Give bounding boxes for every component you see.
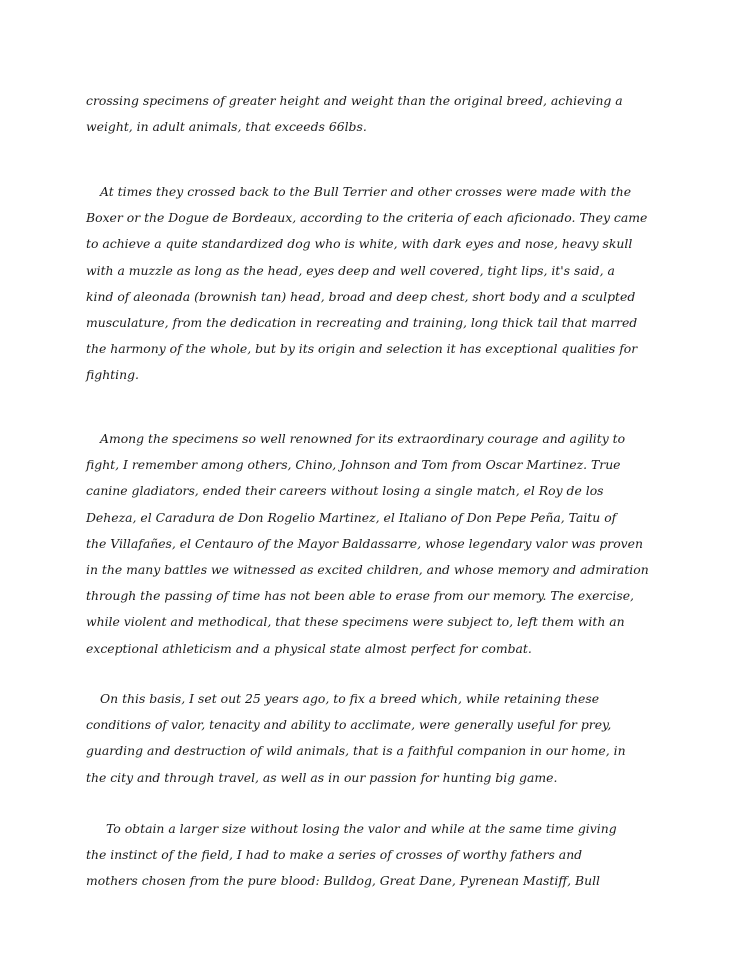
text-line: conditions of valor, tenacity and ability to acclimate, were generally useful for prey, (86, 717, 612, 733)
text-line: the Villafañes, el Centauro of the Mayor Baldassarre, whose legendary valor was proven (86, 535, 643, 551)
text-line: At times they crossed back to the Bull Terrier and other crosses were made with the (100, 184, 632, 199)
text-line: through the passing of time has not been able to erase from our memory. The exercise, (86, 588, 634, 604)
text-line: fight, I remember among others, Chino, Johnson and Tom from Oscar Martinez. True (86, 457, 621, 473)
paragraph-2 (86, 179, 696, 389)
text-line: the city and through travel, as well as in our passion for hunting big game. (86, 769, 558, 785)
text-line: the harmony of the whole, but by its origin and selection it has exceptional qualities for (86, 341, 638, 357)
text-line: mothers chosen from the pure blood: Bulldog, Great Dane, Pyrenean Mastiff, Bull (86, 873, 600, 889)
text-line: exceptional athleticism and a physical state almost perfect for combat. (86, 640, 532, 656)
text-line: To obtain a larger size without losing the valor and while at the same time giving (106, 821, 617, 836)
text-line: weight, in adult animals, that exceeds 66lbs. (86, 119, 367, 135)
text-line: kind of aleonada (brownish tan) head, broad and deep chest, short body and a sculpted (86, 288, 636, 304)
text-line: musculature, from the dedication in recreating and training, long thick tail that marred (86, 314, 638, 330)
text-line: with a muzzle as long as the head, eyes deep and well covered, tight lips, it's said, a (86, 262, 615, 278)
text-line: fighting. (86, 367, 139, 383)
text-line: Among the specimens so well renowned for its extraordinary courage and agility to (100, 431, 626, 446)
text-line: On this basis, I set out 25 years ago, to fix a breed which, while retaining these (100, 691, 600, 706)
text-line: guarding and destruction of wild animals, that is a faithful companion in our home, in (86, 743, 626, 759)
paragraph-4 (86, 686, 696, 791)
text-line: canine gladiators, ended their careers without losing a single match, el Roy de los (86, 483, 604, 499)
text-line: while violent and methodical, that these specimens were subject to, left them with an (86, 614, 625, 630)
paragraph-3 (86, 426, 696, 662)
text-line: crossing specimens of greater height and weight than the original breed, achieving a (86, 93, 623, 108)
text-line: the instinct of the field, I had to make a series of crosses of worthy fathers and (86, 847, 583, 863)
text-line: in the many battles we witnessed as excited children, and whose memory and admiration (86, 561, 649, 577)
text-line: Boxer or the Dogue de Bordeaux, according to the criteria of each aficionado. They came (86, 210, 648, 226)
text-line: Deheza, el Caradura de Don Rogelio Martinez, el Italiano of Don Pepe Peña, Taitu of (86, 509, 617, 525)
paragraph-1 (86, 88, 696, 140)
text-line: to achieve a quite standardized dog who is white, with dark eyes and nose, heavy skull (86, 236, 633, 252)
paragraph-5 (86, 816, 696, 895)
